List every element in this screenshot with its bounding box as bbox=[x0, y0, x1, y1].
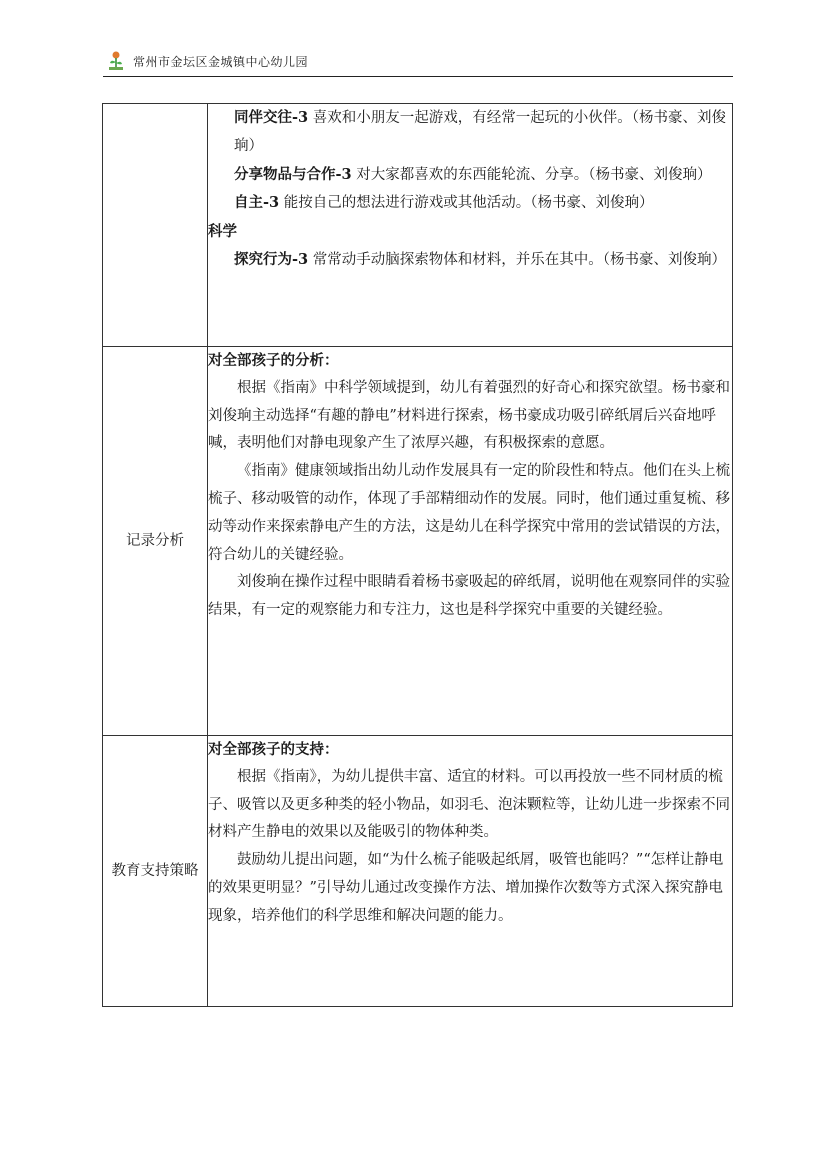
page-header bbox=[103, 48, 733, 77]
analysis-content-cell bbox=[208, 347, 733, 736]
analysis-heading: 对全部孩子的分析： bbox=[208, 352, 339, 369]
school-logo-icon bbox=[107, 50, 125, 72]
goals-content-cell bbox=[208, 104, 733, 347]
school-name: 常州市金坛区金城镇中心幼儿园 bbox=[133, 55, 309, 69]
support-heading: 对全部孩子的支持： bbox=[208, 741, 339, 758]
support-content-cell bbox=[208, 736, 733, 1007]
analysis-row bbox=[103, 347, 733, 736]
support-label: 教育支持策略 bbox=[103, 736, 208, 1007]
goal-item: 探究行为-3 常常动手动脑探索物体和材料，并乐在其中。（杨书豪、刘俊珦） bbox=[234, 250, 726, 268]
analysis-paragraph: 刘俊珦在操作过程中眼睛看着杨书豪吸起的碎纸屑，说明他在观察同伴的实验结果，有一定的观察能力和专注力，这也是科学探究中重要的关键经验。 bbox=[208, 574, 730, 619]
goal-item: 分享物品与合作-3 对大家都喜欢的东西能轮流、分享。（杨书豪、刘俊珦） bbox=[234, 165, 712, 183]
goal-item: 同伴交往-3 喜欢和小朋友一起游戏，有经常一起玩的小伙伴。（杨书豪、刘俊珦） bbox=[234, 109, 726, 154]
goal-item: 自主-3 能按自己的想法进行游戏或其他活动。（杨书豪、刘俊珦） bbox=[234, 194, 654, 212]
goals-row bbox=[103, 104, 733, 347]
support-row bbox=[103, 736, 733, 1007]
goals-label-cell bbox=[103, 104, 208, 347]
analysis-paragraph: 根据《指南》中科学领域提到，幼儿有着强烈的好奇心和探究欲望。杨书豪和刘俊珦主动选择“有趣的静电”材料进行探索，杨书豪成功吸引碎纸屑后兴奋地呼喊，表明他们对静电现象产生了浓厚兴趣，有积极探索的意愿。 bbox=[208, 379, 730, 452]
analysis-paragraph: 《指南》健康领域指出幼儿动作发展具有一定的阶段性和特点。他们在头上梳梳子、移动吸管的动作，体现了手部精细动作的发展。同时，他们通过重复梳、移动等动作来探索静电产生的方法，这是幼儿在科学探究中常用的尝试错误的方法，符合幼儿的关键经验。 bbox=[208, 463, 730, 563]
support-paragraph: 根据《指南》，为幼儿提供丰富、适宜的材料。可以再投放一些不同材质的梳子、吸管以及更多种类的轻小物品，如羽毛、泡沫颗粒等，让幼儿进一步探索不同材料产生静电的效果以及能吸引的物体种类。 bbox=[208, 768, 730, 841]
science-section-title: 科学 bbox=[208, 223, 237, 241]
support-paragraph: 鼓励幼儿提出问题，如“为什么梳子能吸起纸屑，吸管也能吗？”“怎样让静电的效果更明显？”引导幼儿通过改变操作方法、增加操作次数等方式深入探究静电现象，培养他们的科学思维和解决问题的能力。 bbox=[208, 852, 724, 924]
observation-table bbox=[102, 103, 733, 1007]
analysis-label: 记录分析 bbox=[103, 347, 208, 736]
